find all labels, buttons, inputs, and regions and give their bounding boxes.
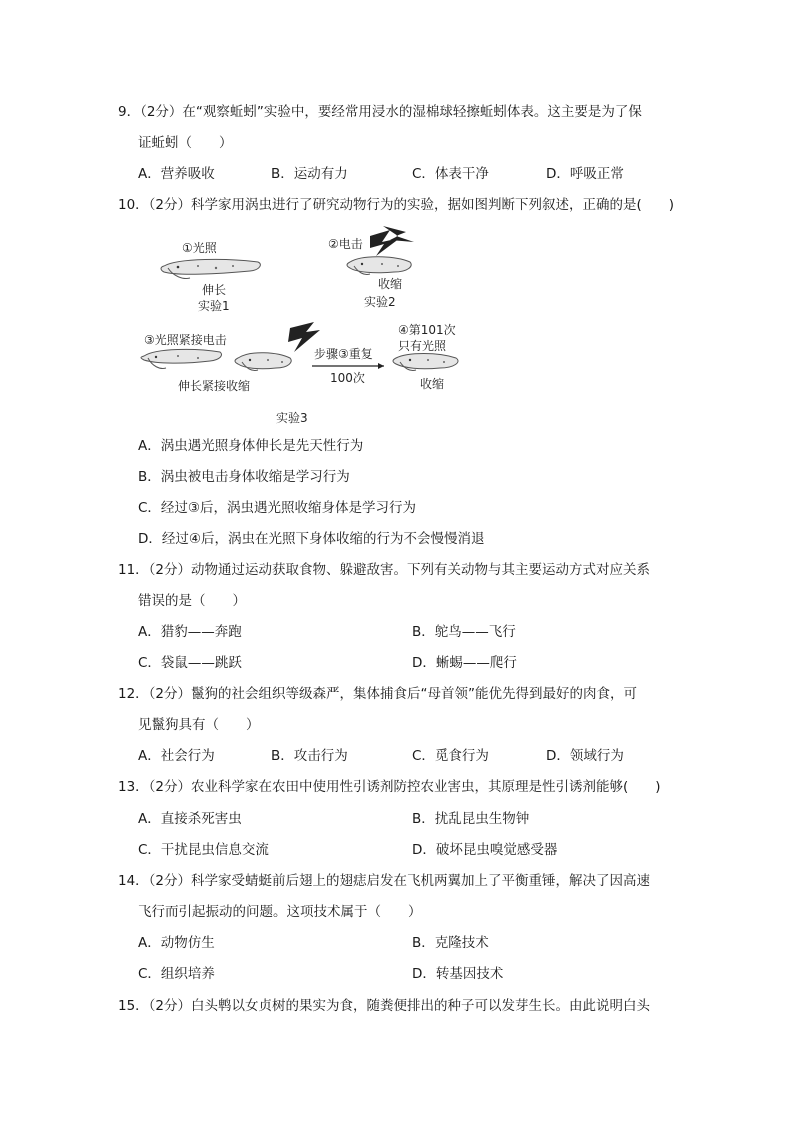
planarian-contracted-icon	[347, 257, 411, 275]
planarian-contracted-icon	[235, 353, 291, 371]
exp2-caption: 实验2	[364, 295, 396, 309]
exp1-caption: 实验1	[198, 299, 230, 313]
q15-stem-line1: 15．（2分）白头鹎以女贞树的果实为食，随粪便排出的种子可以发芽生长。由此说明白头	[118, 998, 651, 1014]
q10-stem-line1: 10．（2分）科学家用涡虫进行了研究动物行为的实验，据如图判断下列叙述，正确的是( )	[118, 197, 675, 213]
q14-option-c: C．组织培养	[138, 966, 215, 982]
q10-option-c: C．经过③后，涡虫遇光照收缩身体是学习行为	[138, 500, 417, 516]
exp2-response-label: 收缩	[378, 277, 403, 291]
exp3-step4-response-label: 收缩	[420, 377, 445, 391]
q12-option-d: D．领域行为	[546, 748, 624, 764]
exp3-response-label: 伸长紧接收缩	[178, 379, 251, 393]
planarian-contracted-icon	[393, 354, 458, 371]
q9-stem-line1: 9．（2分）在“观察蚯蚓”实验中，要经常用浸水的湿棉球轻擦蚯蚓体表。这主要是为了保	[118, 104, 642, 120]
exp1-stimulus-label: ①光照	[182, 241, 217, 255]
exp2-stimulus-label: ②电击	[328, 237, 363, 251]
q14-option-a: A．动物仿生	[138, 935, 215, 951]
q13-option-d: D．破坏昆虫嗅觉感受器	[412, 842, 558, 858]
q10-option-a: A．涡虫遇光照身体伸长是先天性行为	[138, 438, 364, 454]
q14-option-b: B．克隆技术	[412, 935, 489, 951]
q14-option-d: D．转基因技术	[412, 966, 504, 982]
exp3-step4-line2: 只有光照	[398, 339, 447, 353]
lightning-icon	[383, 226, 414, 242]
q11-option-c: C．袋鼠——跳跃	[138, 655, 242, 671]
q14-stem-line2: 飞行而引起振动的问题。这项技术属于（ ）	[138, 904, 422, 920]
arrow-head-icon	[378, 363, 384, 369]
q13-option-a: A．直接杀死害虫	[138, 811, 242, 827]
q13-option-b: B．扰乱昆虫生物钟	[412, 811, 530, 827]
exp3-step4-line1: ④第101次	[398, 323, 456, 337]
planarian-extended-icon	[141, 349, 222, 368]
q13-option-c: C．干扰昆虫信息交流	[138, 842, 269, 858]
q12-stem-line2: 见鬣狗具有（ ）	[138, 717, 260, 733]
q9-option-c: C．体表干净	[412, 166, 489, 182]
q11-option-a: A．猎豹——奔跑	[138, 624, 242, 640]
q12-option-a: A．社会行为	[138, 748, 215, 764]
q12-option-c: C．觅食行为	[412, 748, 489, 764]
planarian-experiment-figure	[138, 218, 478, 430]
q12-stem-line1: 12．（2分）鬣狗的社会组织等级森严，集体捕食后“母首领”能优先得到最好的肉食，可	[118, 686, 638, 702]
exp3-caption: 实验3	[276, 411, 308, 425]
q9-option-b: B．运动有力	[271, 166, 348, 182]
q14-stem-line1: 14．（2分）科学家受蜻蜓前后翅上的翅痣启发在飞机两翼加上了平衡重锤，解决了因高速	[118, 873, 651, 889]
q11-stem-line1: 11．（2分）动物通过运动获取食物、躲避敌害。下列有关动物与其主要运动方式对应关系	[118, 562, 651, 578]
q11-option-b: B．鸵鸟——飞行	[412, 624, 516, 640]
q12-option-b: B．攻击行为	[271, 748, 348, 764]
exp3-stimulus-label: ③光照紧接电击	[144, 333, 227, 347]
q10-option-b: B．涡虫被电击身体收缩是学习行为	[138, 469, 350, 485]
exp3-arrow-top-label: 步骤③重复	[314, 347, 373, 361]
planarian-extended-icon	[161, 259, 260, 278]
q9-stem-line2: 证蚯蚓（ ）	[138, 135, 233, 151]
q11-option-d: D．蜥蜴——爬行	[412, 655, 517, 671]
exp1-response-label: 伸长	[202, 283, 227, 297]
q10-option-d: D．经过④后，涡虫在光照下身体收缩的行为不会慢慢消退	[138, 531, 485, 547]
q9-option-d: D．呼吸正常	[546, 166, 624, 182]
q11-stem-line2: 错误的是（ ）	[138, 593, 246, 609]
q9-option-a: A．营养吸收	[138, 166, 215, 182]
exp3-arrow-bottom-label: 100次	[330, 371, 365, 385]
q13-stem-line1: 13．（2分）农业科学家在农田中使用性引诱剂防控农业害虫，其原理是性引诱剂能够( )	[118, 779, 661, 795]
